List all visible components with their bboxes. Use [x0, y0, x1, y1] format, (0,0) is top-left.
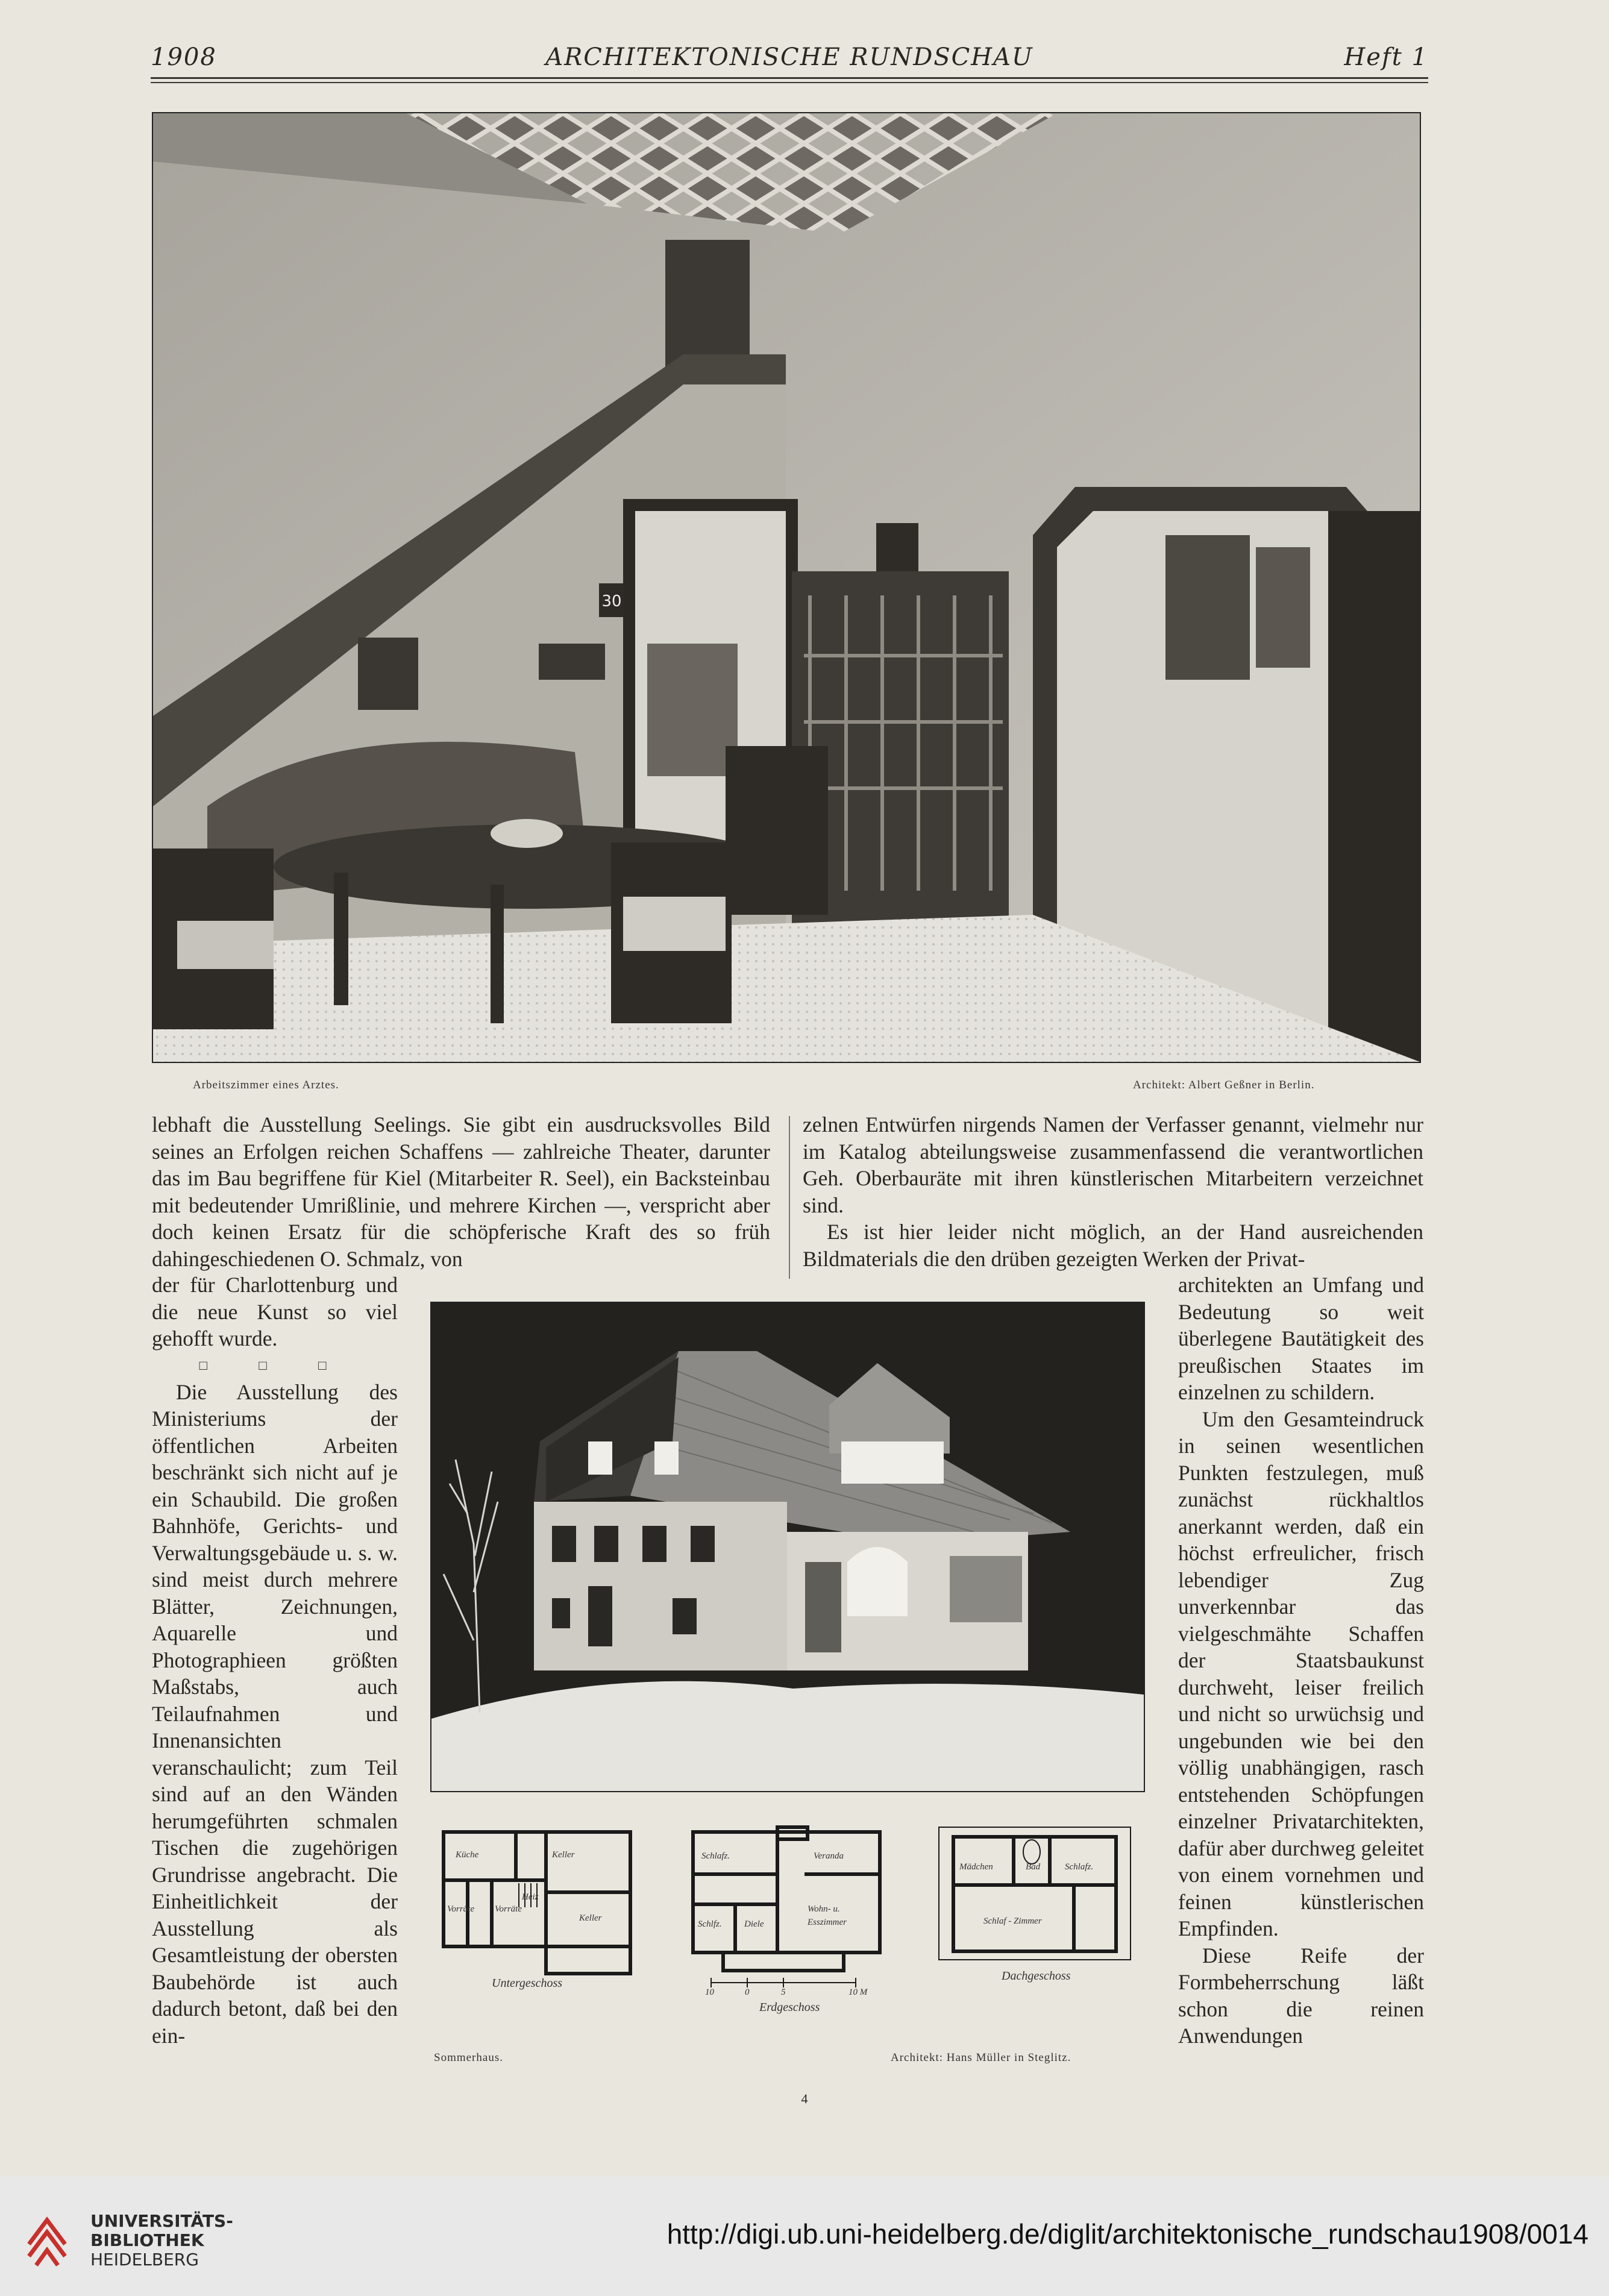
header-title: ARCHITEKTONISCHE RUNDSCHAU	[545, 43, 1033, 71]
plan-2-label: Erdgeschoss	[759, 2001, 820, 2014]
plan-3-label: Dachgeschoss	[1002, 1969, 1071, 1983]
plan-2-room-4: Esszimmer	[808, 1918, 847, 1927]
plan-2-scale-4: 10 M	[848, 1987, 868, 1997]
body-top-right-column	[803, 1111, 1423, 1272]
body-right-column	[1178, 1272, 1424, 2050]
plan-2-room-5: Schlfz.	[698, 1919, 722, 1929]
plan-2-scale-1: 10	[705, 1987, 714, 1997]
plan-3-room-3: Schlafz.	[1065, 1862, 1094, 1872]
plan-erdgeschoss	[687, 1820, 886, 2014]
plan-1-room-6: Keller	[579, 1913, 602, 1923]
plan-3-room-1: Mädchen	[959, 1862, 993, 1872]
page-number: 4	[801, 2091, 808, 2106]
plan-1-room-1: Küche	[456, 1850, 479, 1860]
header-issue: Heft 1	[1344, 43, 1428, 71]
plan-dachgeschoss-drawing	[935, 1819, 1134, 1987]
section-separator: □ □ □	[199, 1357, 351, 1373]
body-right-paragraph-2: Diese Reife der Formbeherrschung läßt schon die reinen Anwendungen	[1178, 1943, 1424, 2048]
plan-erdgeschoss-drawing	[687, 1820, 886, 2001]
body-left-continuation: der für Charlottenburg und die neue Kunst so viel gehofft wurde.	[152, 1273, 398, 1350]
interior-photo	[152, 112, 1421, 1063]
plan-2-scale-3: 5	[781, 1987, 786, 1997]
plan-dachgeschoss	[935, 1819, 1134, 1987]
header-rule-second	[151, 82, 1428, 83]
body-left-paragraph: Die Ausstellung des Ministeriums der öffentlichen Arbeiten beschränkt sich nicht auf je ein Schaubild. Die großen Bahnhöfe, Gerichts- und Verwaltungsgebäude u. s. w. sind meist durch mehrere Blätter, Zeichnungen, Aquarelle und Photographieen größten Maßstabs, auch Teilaufnahmen und Innenansichten veranschaulicht; zum Teil sind auf an den Wänden herumgeführten schmalen Tischen die zugehörigen Grundrisse angebracht. Die Einheitlichkeit der Ausstellung als Gesamtleistung der obersten Baubehörde ist auch dadurch betont, daß bei den ein-	[152, 1379, 398, 2048]
body-top-right-text-1: zelnen Entwürfen nirgends Namen der Verfasser genannt, vielmehr nur im Katalog abteilungsweise zusammenfassend die verantwortlichen Geh. Oberbauräte mit ihren künstlerischen Mitarbeitern verzeichnet sind.	[803, 1112, 1423, 1217]
summer-house-photo	[430, 1302, 1145, 1792]
library-line-3: HEIDELBERG	[90, 2250, 199, 2269]
library-line-2: BIBLIOTHEK	[90, 2230, 204, 2250]
plan-2-room-2: Veranda	[814, 1851, 844, 1861]
running-head	[151, 43, 1428, 80]
summer-house-drawing	[431, 1303, 1144, 1791]
body-left-column	[152, 1272, 398, 2049]
plan-1-room-3: Heiz	[522, 1892, 539, 1902]
middle-caption-left: Sommerhaus.	[434, 2051, 503, 2064]
header-year: 1908	[151, 43, 217, 71]
plan-2-room-1: Schlafz.	[701, 1851, 730, 1861]
top-caption-right: Architekt: Albert Geßner in Berlin.	[1133, 1079, 1315, 1091]
body-top-left-column	[152, 1111, 770, 1272]
header-rule	[151, 77, 1428, 79]
footer-bar	[0, 2177, 1609, 2296]
plan-untergeschoss	[438, 1826, 636, 1995]
body-top-right-text-2: Es ist hier leider nicht möglich, an der Hand ausreichenden Bildmaterials die den drüben gezeigten Werken der Privat-	[803, 1220, 1423, 1271]
plan-1-room-2: Keller	[552, 1850, 575, 1860]
plan-2-room-3: Wohn- u.	[808, 1904, 840, 1914]
library-logo-icon	[23, 2208, 71, 2268]
plan-1-room-4: Vorräte	[447, 1904, 474, 1914]
wall-number: 30	[601, 592, 622, 610]
body-top-left-text: lebhaft die Ausstellung Seelings. Sie gibt ein ausdrucksvolles Bild seines an Erfolgen reichen Schaffens — zahlreiche Theater, darunter das im Bau begriffene für Kiel (Mitarbeiter R. Seel), ein Backsteinbau mit bedeutender Umrißlinie, und mehrere Kirchen —, verspricht aber doch keinen Ersatz für die schöpferische Kraft des so früh dahingeschiedenen O. Schmalz, von	[152, 1112, 770, 1271]
body-right-paragraph-1: Um den Gesamteindruck in seinen wesentlichen Punkten festzulegen, muß zunächst rückhaltlos anerkannt werden, daß ein höchst erfreulicher, frisch lebendiger Zug unverkennbar das vielgeschmähte Schaffen der Staatsbaukunst durchweht, leiser freilich und nicht so urwüchsig und ungebunden wie bei den völlig unabhängigen, rasch entstehenden Schöpfungen einzelner Privatarchitekten, dafür aber durchweg geleitet von einem vornehmen und feinen künstlerischen Empfinden.	[1178, 1407, 1424, 1940]
plan-3-room-4: Schlaf - Zimmer	[983, 1916, 1042, 1926]
interior-photo-drawing	[153, 113, 1420, 1062]
plan-1-room-5: Vorräte	[495, 1904, 522, 1914]
top-caption-left: Arbeitszimmer eines Arztes.	[193, 1079, 339, 1091]
plan-3-room-2: Bad	[1026, 1862, 1041, 1872]
plan-2-scale-2: 0	[745, 1987, 750, 1997]
library-line-1: UNIVERSITÄTS-	[90, 2211, 233, 2231]
plan-1-label: Untergeschoss	[492, 1977, 563, 1990]
middle-caption-right: Architekt: Hans Müller in Steglitz.	[891, 2051, 1071, 2064]
library-name	[90, 2212, 233, 2269]
source-url-link[interactable]: http://digi.ub.uni-heidelberg.de/diglit/architektonische_rundschau1908/0014	[666, 2218, 1589, 2250]
plan-2-room-6: Diele	[744, 1919, 764, 1929]
library-logo-strokes	[29, 2220, 65, 2265]
body-right-continuation: architekten an Umfang und Bedeutung so weit überlegene Bautätigkeit des preußischen Staates im einzelnen zu schildern.	[1178, 1273, 1424, 1404]
column-rule	[789, 1116, 790, 1279]
